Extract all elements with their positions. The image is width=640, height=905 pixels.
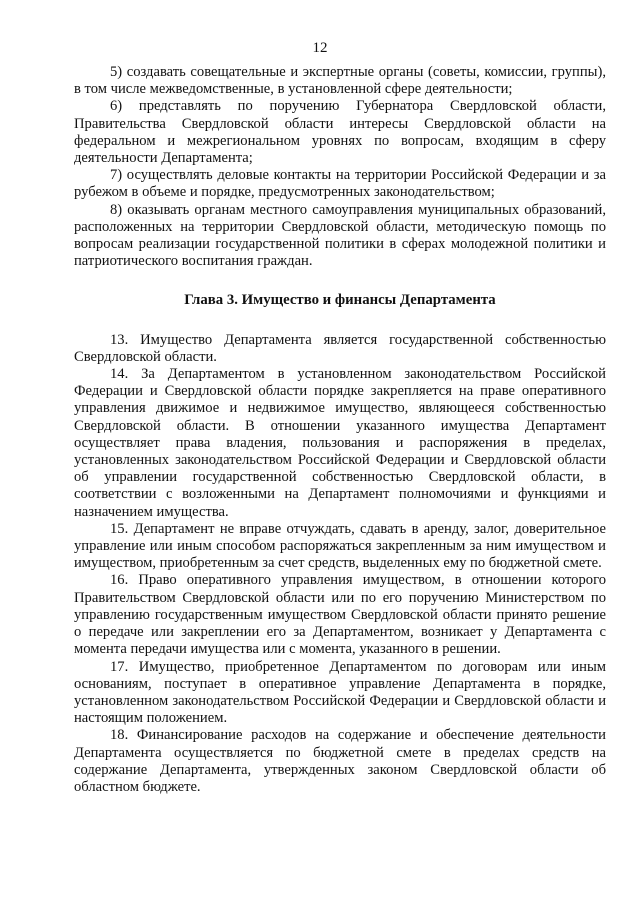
list-item-7: 7) осуществлять деловые контакты на территории Российской Федерации и за рубежом в объеме и порядке, предусмотренных законодательством;: [74, 167, 606, 201]
page-number: 12: [312, 40, 328, 56]
chapter-title: Глава 3. Имущество и финансы Департамента: [184, 292, 496, 309]
clause-17: 17. Имущество, приобретенное Департаментом по договорам или иным основаниям, поступает в оперативное управление Департамента в порядке, установленном законодательством Российской Федерации и Свердловской области и настоящим положением.: [74, 658, 606, 727]
clause-16: 16. Право оперативного управления имуществом, в отношении которого Правительством Свердловской области или по его поручению Министерством по управлению государственным имуществом Свердловской области принято решение о передаче или закреплении его за Департаментом, возникает у Департамента с момента передачи имущества или с момента, указанного в решении.: [74, 572, 606, 658]
list-item-6: 6) представлять по поручению Губернатора Свердловской области, Правительства Свердловской области интересы Свердловской области на федеральном и межрегиональном уровнях по вопросам, входящим в сферу деятельности Департамента;: [74, 98, 606, 167]
clause-15: 15. Департамент не вправе отчуждать, сдавать в аренду, залог, доверительное управление или иным способом распоряжаться закрепленным за ним имуществом и имуществом, приобретенным за счет средств, выделенных ему по бюджетной смете.: [74, 520, 606, 572]
list-item-5: 5) создавать совещательные и экспертные органы (советы, комиссии, группы), в том числе межведомственные, в установленной сфере деятельности;: [74, 64, 606, 98]
clause-13: 13. Имущество Департамента является государственной собственностью Свердловской области.: [74, 331, 606, 365]
clause-14: 14. За Департаментом в установленном законодательством Российской Федерации и Свердловской области порядке закрепляется на праве оперативного управления движимое и недвижимое имущество, являющееся собственностью Свердловской области. В отношении указанного имущества Департамент осуществляет права владения, пользования и распоряжения в пределах, установленных законодательством Российской Федерации и Свердловской области об управлении государственной собственностью Свердловской области, в соответствии с возложенными на Департамент полномочиями и функциями и назначением имущества.: [74, 366, 606, 520]
list-item-8: 8) оказывать органам местного самоуправления муниципальных образований, расположенных на территории Свердловской области, методическую помощь по вопросам реализации государственной политики в сферах молодежной политики и патриотического воспитания граждан.: [74, 201, 606, 270]
clause-18: 18. Финансирование расходов на содержание и обеспечение деятельности Департамента осуществляется по бюджетной смете в пределах средств на содержание Департамента, утвержденных законом Свердловской области об областном бюджете.: [74, 727, 606, 795]
document-body: [74, 64, 606, 796]
